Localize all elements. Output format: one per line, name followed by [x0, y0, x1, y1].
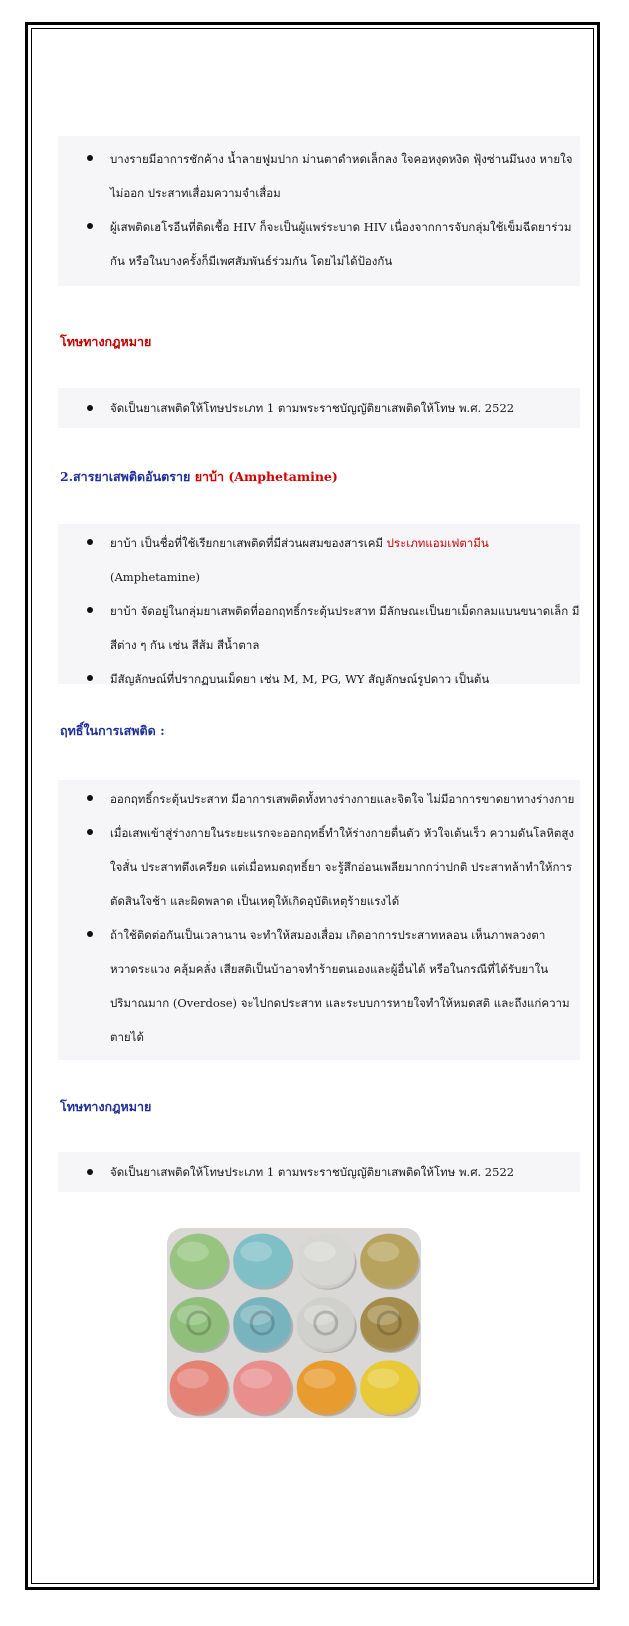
pill [360, 1360, 420, 1416]
section2-heading-highlight: ยาบ้า (Amphetamine) [194, 469, 338, 484]
list-item: ออกฤทธิ์กระตุ้นประสาท มีอาการเสพติดทั้งทางร่างกายและจิตใจ ไม่มีอาการขาดยาทางร่างกาย [58, 782, 580, 816]
law2-heading: โทษทางกฎหมาย [60, 1099, 152, 1114]
law2-list [58, 1152, 580, 1192]
list-item: เมื่อเสพเข้าสู่ร่างกายในระยะแรกจะออกฤทธิ์ทำให้ร่างกายตื่นตัว หัวใจเต้นเร็ว ความดันโลหิตสูง ใจสั่น ประสาทตึงเครียด แต่เมื่อหมดฤทธิ์ยา จะรู้สึกอ่อนเพลียมากกว่าปกติ ประสาทล้าทำให้การตัดสินใจช้า และผิดพลาด เป็นเหตุให้เกิดอุบัติเหตุร้ายแรงได้ [58, 816, 580, 918]
pill [297, 1360, 357, 1416]
law1-list [58, 388, 580, 428]
law1-band [58, 388, 580, 428]
pills-svg [167, 1228, 421, 1418]
law1-heading: โทษทางกฎหมาย [60, 334, 152, 349]
pill [170, 1234, 230, 1290]
pill [170, 1360, 230, 1416]
section1-list [58, 136, 580, 278]
bullet-icon [87, 795, 93, 801]
bullet-icon [87, 405, 93, 411]
pill [360, 1297, 420, 1353]
section2-band [58, 524, 580, 684]
bullet-icon [87, 155, 93, 161]
section2-heading [60, 466, 338, 488]
section2-list [58, 524, 580, 696]
list-item: มีสัญลักษณ์ที่ปรากฏบนเม็ดยา เช่น M, M, PG, WY สัญลักษณ์รูปดาว เป็นต้น [58, 662, 580, 696]
list-item: ถ้าใช้ติดต่อกันเป็นเวลานาน จะทำให้สมองเสื่อม เกิดอาการประสาทหลอน เห็นภาพลวงตา หวาดระแวง คลุ้มคลั่ง เสียสติเป็นบ้าอาจทำร้ายตนเองและผู้อื่นได้ หรือในกรณีที่ได้รับยาในปริมาณมาก (Overdose) จะไปกดประสาท และระบบการหายใจทำให้หมดสติ และถึงแก่ความตายได้ [58, 918, 580, 1054]
bullet-icon [87, 1169, 93, 1175]
law2-band [58, 1152, 580, 1192]
effects-heading: ฤทธิ์ในการเสพติด : [60, 723, 165, 738]
pill [297, 1234, 357, 1290]
pill [360, 1234, 420, 1290]
pill [233, 1234, 293, 1290]
pill [233, 1297, 293, 1353]
bullet-icon [87, 539, 93, 545]
effects-list [58, 780, 580, 1054]
section1-band [58, 136, 580, 286]
list-item: จัดเป็นยาเสพติดให้โทษประเภท 1 ตามพระราชบัญญัติยาเสพติดให้โทษ พ.ศ. 2522 [58, 388, 580, 428]
list-item: ยาบ้า จัดอยู่ในกลุ่มยาเสพติดที่ออกฤทธิ์กระตุ้นประสาท มีลักษณะเป็นยาเม็ดกลมแบนขนาดเล็ก มีสีต่าง ๆ กัน เช่น สีส้ม สีน้ำตาล [58, 594, 580, 662]
bullet-icon [87, 931, 93, 937]
amphetamine-highlight: ประเภทแอมเฟตามีน [386, 536, 489, 550]
bullet-icon [87, 829, 93, 835]
list-item: ผู้เสพติดเฮโรอีนที่ติดเชื้อ HIV ก็จะเป็นผู้แพร่ระบาด HIV เนื่องจากการจับกลุ่มใช้เข็มฉีดยาร่วมกัน หรือในบางครั้งก็มีเพศสัมพันธ์ร่วมกัน โดยไม่ได้ป้องกัน [58, 210, 580, 278]
list-item: บางรายมีอาการชักค้าง น้ำลายฟูมปาก ม่านตาดำหดเล็กลง ใจคอหงุดหงิด ฟุ้งซ่านมึนงง หายใจไม่ออก ประสาทเสื่อมความจำเสื่อม [58, 142, 580, 210]
list-item: จัดเป็นยาเสพติดให้โทษประเภท 1 ตามพระราชบัญญัติยาเสพติดให้โทษ พ.ศ. 2522 [58, 1152, 580, 1192]
pill [233, 1360, 293, 1416]
section2-heading-prefix: 2.สารยาเสพติดอันตราย [60, 469, 191, 484]
amphetamine-pills-photo [167, 1228, 421, 1418]
bullet-icon [87, 607, 93, 613]
list-item: ยาบ้า เป็นชื่อที่ใช้เรียกยาเสพติดที่มีส่วนผสมของสารเคมี ประเภทแอมเฟตามีน (Amphetamine) [58, 526, 580, 594]
bullet-icon [87, 675, 93, 681]
pill [297, 1297, 357, 1353]
bullet-icon [87, 223, 93, 229]
effects-band [58, 780, 580, 1060]
pill [170, 1297, 230, 1353]
